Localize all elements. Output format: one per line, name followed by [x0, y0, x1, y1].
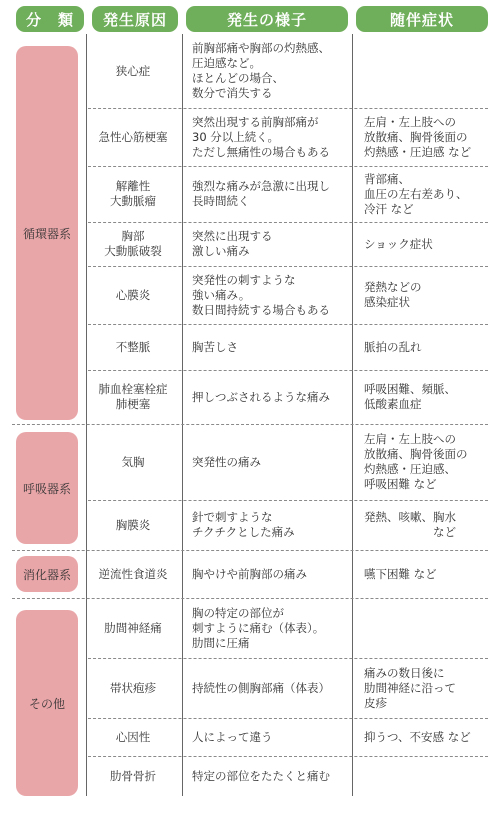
description-cell: 針で刺すような チクチクとした痛み [192, 510, 295, 539]
description-cell: 人によって違う [192, 729, 273, 744]
symptoms-cell: 背部痛、 血圧の左右差あり、 冷汗 など [364, 171, 468, 216]
symptoms-cell [364, 34, 488, 108]
description-cell: 特定の部位をたたくと痛む [192, 768, 330, 783]
symptoms-cell: 左肩・左上肢への 放散痛、胸骨後面の 灼熱感・圧迫感 など [364, 114, 472, 159]
category-respiratory [16, 432, 78, 544]
category-circulatory [16, 46, 78, 420]
table-row [88, 500, 488, 550]
table-row [88, 658, 488, 718]
category-label: 消化器系 [22, 567, 71, 582]
symptoms-cell: ショック症状 [364, 236, 433, 251]
category-other [16, 610, 78, 796]
symptoms-cell: 呼吸困難、頻脈、 低酸素血症 [364, 382, 456, 411]
table-row [88, 266, 488, 324]
description-cell: 突然に出現する 激しい痛み [192, 229, 273, 258]
symptoms-cell: 発熱、咳嗽、胸水 など [364, 510, 456, 539]
symptoms-cell: 抑うつ、不安感 など [364, 729, 471, 744]
table-row [88, 756, 488, 796]
table-row [88, 108, 488, 166]
table-row [88, 166, 488, 222]
cause-cell: 肋骨骨折 [110, 768, 156, 783]
table-row [88, 424, 488, 500]
symptoms-cell: 発熱などの 感染症状 [364, 280, 422, 309]
description-cell: 突発性の痛み [192, 454, 261, 469]
cause-cell: 急性心筋梗塞 [98, 129, 168, 144]
description-cell: 胸苦しさ [192, 339, 238, 354]
description-cell: 押しつぶされるような痛み [192, 389, 330, 404]
category-digestive [16, 556, 78, 592]
category-label: 呼吸器系 [22, 481, 71, 496]
cause-cell: 狭心症 [115, 63, 151, 78]
cause-cell: 不整脈 [115, 339, 151, 354]
cause-cell: 肋間神経痛 [104, 620, 162, 635]
description-cell: 強烈な痛みが急激に出現し 長時間続く [192, 179, 330, 208]
symptoms-cell [364, 756, 488, 796]
table-row [88, 718, 488, 756]
table-row [88, 370, 488, 424]
cause-cell: 帯状疱疹 [110, 680, 156, 695]
header-symptoms: 随伴症状 [356, 6, 488, 32]
description-cell: 持続性の側胸部痛（体表） [192, 680, 330, 695]
symptoms-cell: 痛みの数日後に 肋間神経に沿って 皮疹 [364, 665, 456, 710]
description-cell: 胸やけや前胸部の痛み [192, 566, 307, 581]
table-row [88, 550, 488, 598]
cause-cell: 心膜炎 [115, 287, 151, 302]
description-cell: 突然出現する前胸部痛が 30 分以上続く。 ただし無痛性の場合もある [192, 114, 330, 159]
description-cell: 胸の特定の部位が 刺すように痛む（体表）。 肋間に圧痛 [192, 605, 325, 650]
cause-cell: 肺血栓塞栓症 肺梗塞 [98, 382, 168, 411]
description-cell: 前胸部痛や胸部の灼熱感、 圧迫感など。 ほとんどの場合、 数分で消失する [192, 41, 330, 100]
description-cell: 突発性の刺すような 強い痛み。 数日間持続する場合もある [192, 272, 330, 317]
cause-cell: 胸膜炎 [115, 517, 151, 532]
symptoms-cell [364, 598, 488, 658]
cause-cell: 逆流性食道炎 [98, 566, 168, 581]
category-label: 循環器系 [22, 226, 71, 241]
symptoms-cell: 脈拍の乱れ [364, 339, 422, 354]
symptoms-cell: 嚥下困難 など [364, 566, 437, 581]
cause-cell: 胸部 大動脈破裂 [104, 229, 162, 258]
cause-cell: 気胸 [121, 454, 145, 469]
header-category: 分 類 [16, 6, 84, 32]
cause-cell: 心因性 [115, 729, 151, 744]
table-row [88, 34, 488, 108]
cause-cell: 解離性 大動脈瘤 [110, 179, 156, 208]
symptoms-cell: 左肩・左上肢への 放散痛、胸骨後面の 灼熱感・圧迫感、 呼吸困難 など [364, 432, 468, 491]
table-row [88, 324, 488, 370]
table-row [88, 598, 488, 658]
category-label: その他 [28, 696, 65, 711]
header-cause: 発生原因 [92, 6, 178, 32]
header-description: 発生の様子 [186, 6, 348, 32]
table-row [88, 222, 488, 266]
column-divider [86, 34, 87, 796]
